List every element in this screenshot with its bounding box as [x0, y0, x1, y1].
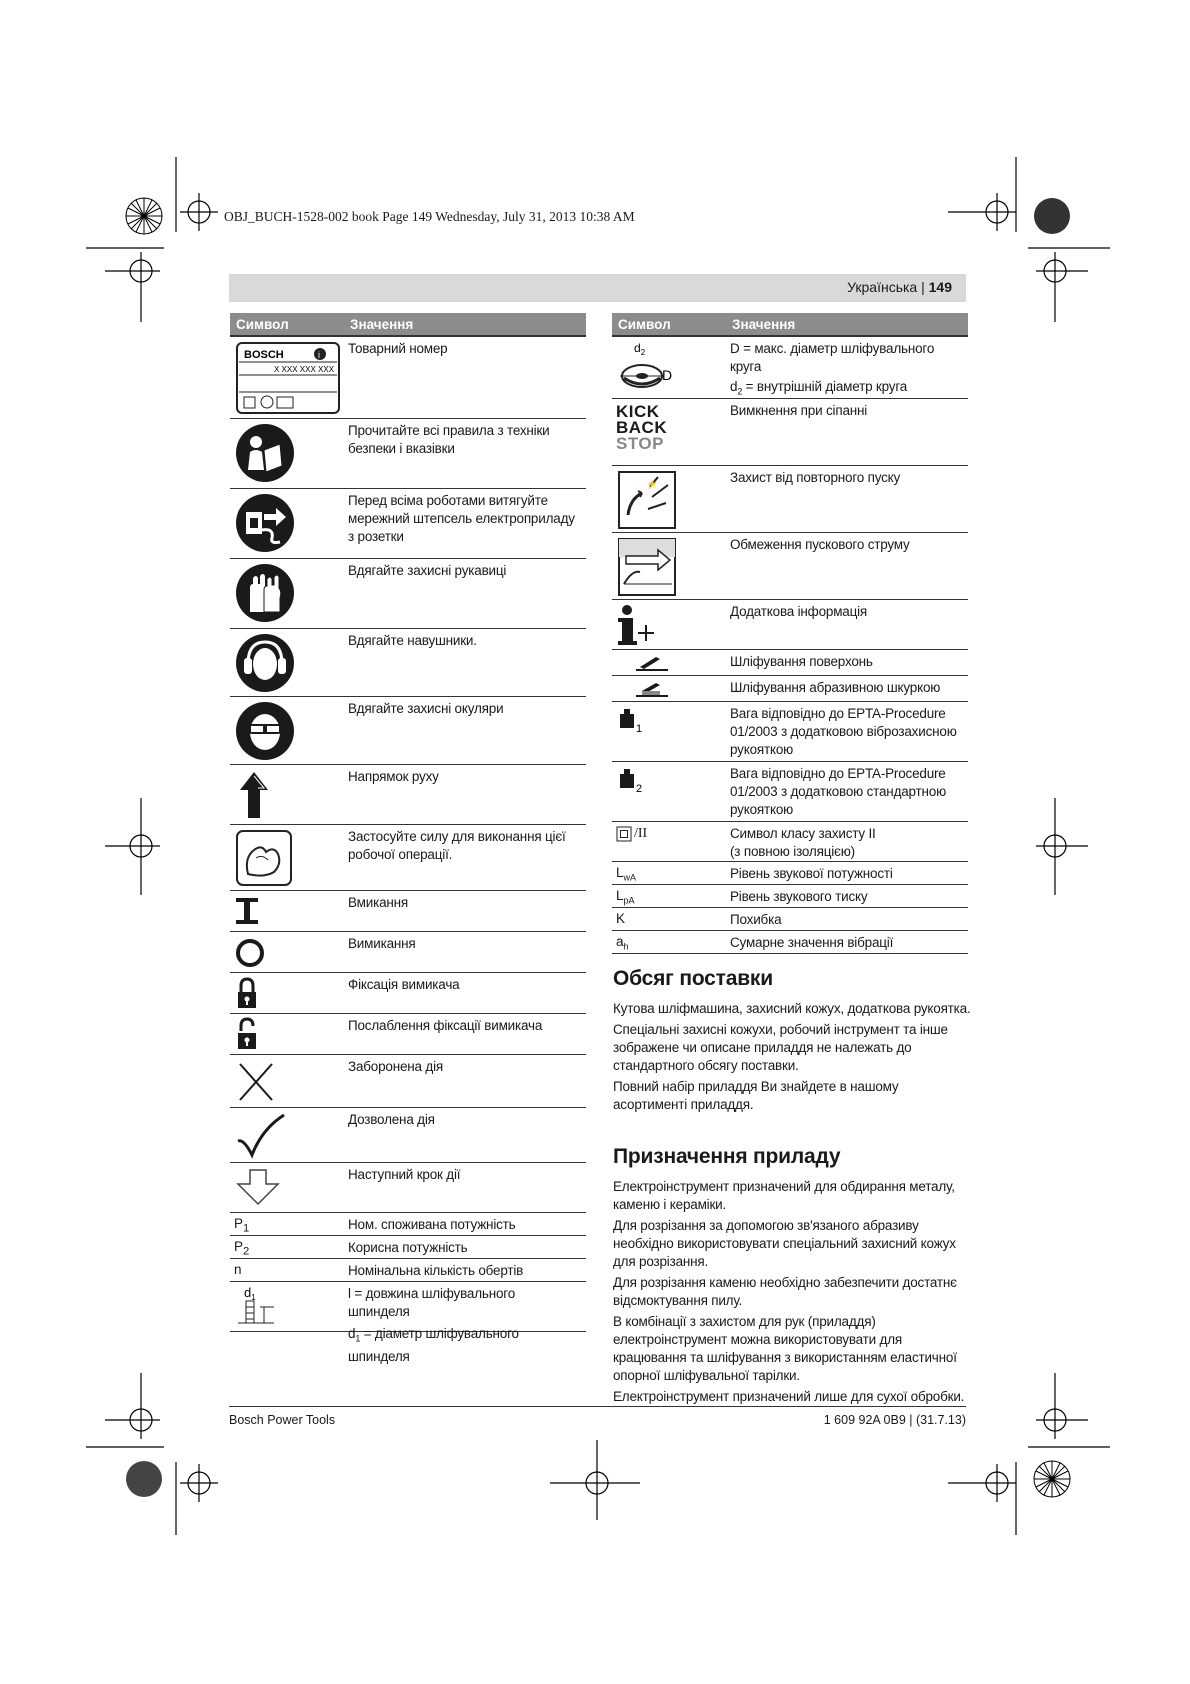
- row-meaning: Наступний крок дії: [348, 1167, 461, 1182]
- symbol-letter: a: [616, 934, 624, 949]
- svg-text:2: 2: [636, 783, 643, 795]
- row-meaning: Дозволена дія: [348, 1112, 435, 1127]
- svg-text:⚡: ⚡: [646, 479, 659, 490]
- row-meaning: Номінальна кількість обертів: [348, 1263, 524, 1278]
- row-meaning: Послаблення фіксації вимикача: [348, 1018, 543, 1033]
- nameplate-icon: [230, 337, 348, 418]
- paragraph: Для розрізання каменю необхідно забезпечити достатнє відсмоктування пилу.: [613, 1275, 957, 1308]
- svg-text:1: 1: [636, 723, 643, 735]
- table-row: [612, 466, 968, 533]
- row-meaning: [348, 1282, 586, 1364]
- page-header: [229, 274, 966, 302]
- disc-d-text: = внутрішній діаметр круга: [742, 379, 908, 394]
- protection-class-icon: [612, 822, 730, 861]
- safety-goggles-icon: [230, 697, 348, 764]
- row-meaning: Вдягайте захисні рукавиці: [348, 563, 507, 578]
- switch-off-icon: [230, 932, 348, 972]
- kickback-line-1: KICK: [616, 402, 660, 421]
- section-title-delivery: Обсяг поставки: [613, 967, 773, 990]
- table-row: [230, 932, 586, 973]
- row-symbol: [230, 1236, 348, 1258]
- surface-grinding-icon: [612, 650, 730, 675]
- table-row: [612, 762, 968, 822]
- disc-d: d: [730, 379, 738, 394]
- direction-arrow-icon: [230, 765, 348, 824]
- footer-doc-number: 1 609 92A 0B9 | (31.7.13): [823, 1413, 966, 1427]
- col-symbol: Символ: [236, 316, 289, 332]
- row-symbol: [612, 862, 730, 884]
- spindle-symbol: d: [244, 1285, 252, 1300]
- paragraph: Електроінструмент призначений для обдирання металу, каменю і кераміки.: [613, 1179, 955, 1212]
- table-row: [612, 862, 968, 885]
- table-row: [612, 676, 968, 702]
- row-meaning: Захист від повторного пуску: [730, 470, 901, 485]
- table-row: [612, 337, 968, 399]
- row-meaning: Вимикання: [348, 936, 416, 951]
- page-number: 149: [928, 279, 952, 295]
- svg-text:d1: [244, 1285, 256, 1302]
- row-symbol: [230, 1213, 348, 1235]
- col-meaning: Значення: [350, 316, 414, 332]
- next-step-arrow-icon: [230, 1163, 348, 1212]
- kickback-stop-icon: [612, 399, 730, 465]
- table-row: [230, 629, 586, 697]
- table-row: [612, 600, 968, 650]
- spindle-icon: [230, 1282, 348, 1331]
- row-meaning: Заборонена дія: [348, 1059, 443, 1074]
- table-header: [230, 313, 586, 337]
- table-row: [230, 1108, 586, 1163]
- row-meaning: Рівень звукового тиску: [730, 889, 868, 904]
- apply-force-icon: [230, 825, 348, 890]
- spindle-length: l = довжина шліфувального шпинделя: [348, 1286, 516, 1319]
- weight-2-icon: [612, 762, 730, 821]
- table-row: [230, 1014, 586, 1055]
- paragraph: Електроінструмент призначений лише для сухої обробки.: [613, 1389, 965, 1404]
- table-row: [230, 1236, 586, 1259]
- row-meaning: Рівень звукової потужності: [730, 866, 893, 881]
- row-meaning: Вмикання: [348, 895, 409, 910]
- table-row: [230, 891, 586, 932]
- col-meaning: Значення: [732, 316, 796, 332]
- protection-class-line2: (з повною ізоляцією): [730, 844, 855, 859]
- row-meaning: Застосуйте силу для виконання цієї робочої операції.: [348, 829, 566, 862]
- restart-protection-icon: [612, 466, 730, 532]
- table-row: [230, 559, 586, 629]
- row-meaning: Прочитайте всі правила з техніки безпеки і вказівки: [348, 423, 550, 456]
- symbol-subscript: wA: [623, 872, 637, 883]
- row-meaning: Напрямок руху: [348, 769, 439, 784]
- footer-rule: [229, 1406, 966, 1407]
- table-row: [612, 822, 968, 862]
- spindle-symbol-subscript: 1: [251, 1293, 256, 1302]
- row-meaning: Фіксація вимикача: [348, 977, 460, 992]
- allowed-check-icon: [230, 1108, 348, 1162]
- weight-1-icon: [612, 702, 730, 761]
- table-row: [230, 1055, 586, 1108]
- protection-class-text: /II: [634, 826, 648, 841]
- row-meaning: Ном. споживана потужність: [348, 1217, 516, 1232]
- row-symbol: [612, 931, 730, 953]
- table-row: [230, 973, 586, 1014]
- read-manual-icon: [230, 419, 348, 488]
- paragraph: Кутова шліфмашина, захисний кожух, додаткова рукоятка.: [613, 1001, 971, 1016]
- gloves-icon: [230, 559, 348, 628]
- table-row: [612, 533, 968, 600]
- table-row: [612, 908, 968, 931]
- table-row: [612, 885, 968, 908]
- disc-diameter-icon: [612, 337, 730, 398]
- nameplate-number: X XXX XXX XXX: [274, 365, 335, 374]
- disc-inner-diameter: [730, 378, 962, 401]
- row-meaning: [730, 822, 968, 861]
- table-row: [230, 489, 586, 559]
- row-meaning: Похибка: [730, 912, 782, 927]
- symbol-letter: n: [234, 1262, 242, 1277]
- disc-max-diameter: D = макс. діаметр шліфувального круга: [730, 341, 935, 374]
- symbol-table-right: [612, 313, 968, 954]
- row-meaning: Обмеження пускового струму: [730, 537, 910, 552]
- col-symbol: Символ: [618, 316, 671, 332]
- spindle-diameter: [348, 1325, 580, 1366]
- row-meaning: [730, 337, 968, 398]
- table-row: [612, 399, 968, 466]
- symbol-letter: P: [234, 1239, 244, 1254]
- row-symbol: [612, 885, 730, 907]
- print-slug: OBJ_BUCH-1528-002 book Page 149 Wednesday, July 31, 2013 10:38 AM: [224, 209, 635, 224]
- section-title-intended-use: Призначення приладу: [613, 1145, 841, 1168]
- spindle-d-sub: 1: [355, 1333, 361, 1344]
- lock-icon: [230, 973, 348, 1013]
- spindle-d-text: = діаметр шліфувального шпинделя: [348, 1326, 519, 1364]
- row-meaning: Додаткова інформація: [730, 604, 868, 619]
- row-meaning: Вага відповідно до EPTA-Procedure 01/2003 з додатковою віброзахисною рукояткою: [730, 706, 957, 757]
- row-symbol: [230, 1259, 348, 1281]
- info-plus-icon: [612, 600, 730, 649]
- sanding-icon: [612, 676, 730, 701]
- table-row: [230, 1163, 586, 1213]
- svg-text:i: i: [318, 350, 320, 360]
- section-body-intended-use: [613, 1178, 973, 1409]
- unlock-icon: [230, 1014, 348, 1054]
- switch-on-icon: [230, 891, 348, 931]
- row-meaning: Шліфування абразивною шкуркою: [730, 680, 941, 695]
- row-meaning: Вдягайте навушники.: [348, 633, 477, 648]
- svg-text:D: D: [662, 367, 673, 383]
- header-language: Українська: [847, 279, 918, 295]
- footer-publisher: Bosch Power Tools: [229, 1413, 336, 1427]
- table-header: [612, 313, 968, 337]
- table-row: [230, 419, 586, 489]
- table-row: [612, 931, 968, 954]
- row-meaning: Перед всіма роботами витягуйте мережний штепсель електроприладу з розетки: [348, 493, 575, 544]
- row-meaning: Товарний номер: [348, 341, 448, 356]
- table-row: [230, 1259, 586, 1282]
- soft-start-icon: [612, 533, 730, 599]
- symbol-subscript: h: [623, 941, 629, 952]
- table-row: [230, 1282, 586, 1364]
- symbol-letter: K: [616, 911, 626, 926]
- symbol-letter: P: [234, 1216, 244, 1231]
- paragraph: Для розрізання за допомогою зв'язаного абразиву необхідно використовувати спеціальний захисний кожух для розрізання.: [613, 1218, 956, 1269]
- symbol-subscript: 1: [243, 1222, 250, 1235]
- nameplate-brand: BOSCH: [244, 349, 284, 361]
- paragraph: Спеціальні захисні кожухи, робочий інструмент та інше зображене чи описане приладдя не належать до стандартного обсягу поставки.: [613, 1022, 948, 1073]
- row-meaning: Корисна потужність: [348, 1240, 468, 1255]
- paragraph: В комбінації з захистом для рук (приладдя) електроінструмент можна використовувати для крацювання та шліфування з використанням еластичної опорної шліфувальної тарілки.: [613, 1314, 957, 1383]
- row-meaning: Сумарне значення вібрації: [730, 935, 894, 950]
- row-meaning: Шліфування поверхонь: [730, 654, 873, 669]
- table-row: [612, 650, 968, 676]
- kickback-line-2: BACK: [616, 418, 668, 437]
- kickback-line-3: STOP: [616, 434, 664, 453]
- table-row: [230, 697, 586, 765]
- table-row: [230, 337, 586, 419]
- spindle-d: d: [348, 1326, 356, 1341]
- table-row: [230, 825, 586, 891]
- paragraph: Повний набір приладдя Ви знайдете в нашому асортименті приладдя.: [613, 1079, 899, 1112]
- row-meaning: Вдягайте захисні окуляри: [348, 701, 504, 716]
- table-row: [230, 1213, 586, 1236]
- unplug-icon: [230, 489, 348, 558]
- protection-class-line1: Символ класу захисту II: [730, 826, 876, 841]
- disc-d-sub: 2: [737, 386, 743, 397]
- symbol-table-left: [230, 313, 586, 1364]
- row-meaning: Вага відповідно до EPTA-Procedure 01/2003 з додатковою стандартною рукояткою: [730, 766, 947, 817]
- row-symbol: [612, 908, 730, 930]
- section-body-delivery: [613, 1000, 973, 1117]
- row-meaning: Вимкнення при сіпанні: [730, 403, 868, 418]
- symbol-subscript: pA: [623, 895, 635, 906]
- ear-protection-icon: [230, 629, 348, 696]
- symbol-subscript: 2: [243, 1245, 250, 1258]
- symbol-letter: L: [616, 888, 624, 903]
- table-row: [612, 702, 968, 762]
- table-row: [230, 765, 586, 825]
- svg-text:d2: $d_2$: [634, 341, 646, 357]
- symbol-letter: L: [616, 865, 624, 880]
- forbidden-cross-icon: [230, 1055, 348, 1107]
- header-text: Українська | 149: [847, 279, 952, 295]
